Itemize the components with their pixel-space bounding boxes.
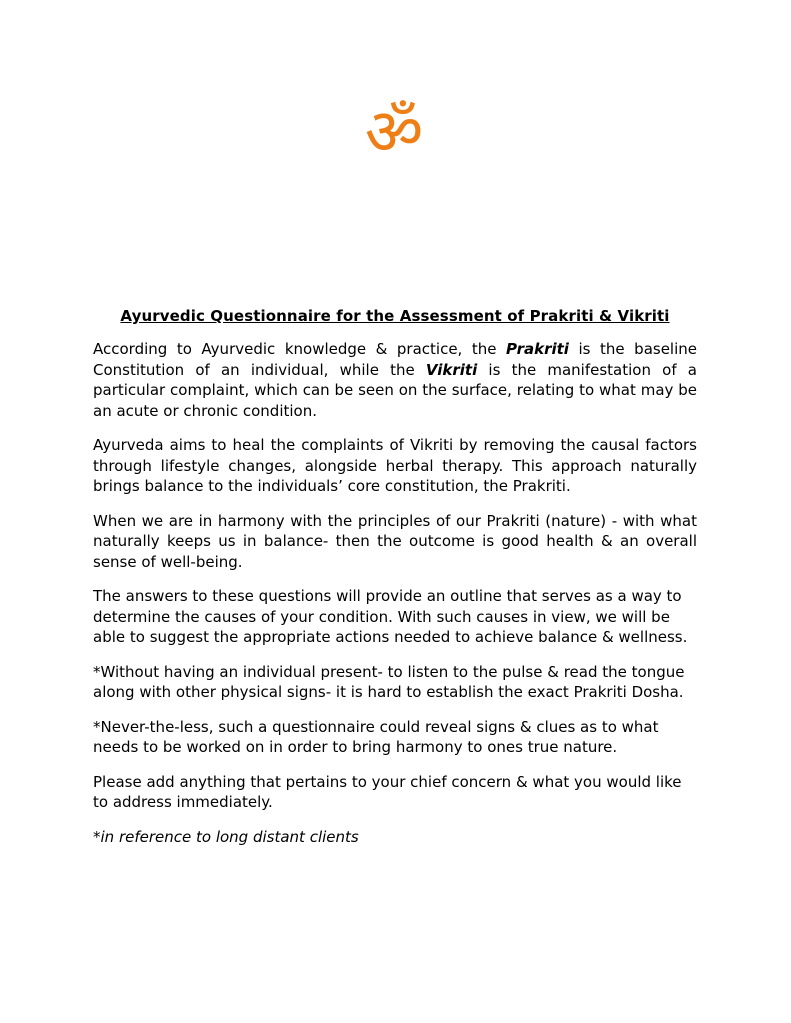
om-icon: ॐ — [364, 96, 424, 170]
footnote-star: * — [93, 827, 101, 846]
without-individual-note: *Without having an individual present- to listen to the pulse & read the tongue along with other physical signs- it is hard to establish the exact Prakriti Dosha. — [93, 662, 685, 701]
document-title: Ayurvedic Questionnaire for the Assessment of Prakriti & Vikriti — [120, 307, 670, 325]
vikriti-term: Vikriti — [425, 360, 478, 379]
prakriti-term: Prakriti — [506, 340, 569, 358]
answers-paragraph: The answers to these questions will provide an outline that serves as a way to determine the causes of your condition. With such causes in view, we will be able to suggest the appropriate actions needed to achieve balance & wellness. — [93, 587, 688, 646]
om-logo — [357, 96, 431, 170]
ayurveda-aim-paragraph: Ayurveda aims to heal the complaints of Vikriti by removing the causal factors through lifestyle changes, alongside herbal therapy. This approach naturally brings balance to the individuals’ core constitution, the Prakriti. — [93, 436, 697, 495]
document-body — [93, 306, 697, 861]
footnote-text: in reference to long distant clients — [100, 827, 359, 846]
footnote — [93, 827, 697, 848]
intro-paragraph — [93, 339, 697, 421]
intro-text-1: According to Ayurvedic knowledge & practice, the — [93, 340, 507, 358]
intro-text-3: is the manifestation of a particular complaint, which can be seen on the surface, relating to what may be an acute or chronic condition. — [93, 360, 697, 420]
never-the-less-note: *Never-the-less, such a questionnaire could reveal signs & clues as to what needs to be worked on in order to bring harmony to ones true nature. — [93, 717, 659, 756]
intro-text-2: is the baseline Constitution of an individual, while the — [93, 340, 697, 379]
chief-concern-paragraph: Please add anything that pertains to your chief concern & what you would like to address immediately. — [93, 772, 682, 811]
harmony-paragraph: When we are in harmony with the principles of our Prakriti (nature) - with what naturally keeps us in balance- then the outcome is good health & an overall sense of well-being. — [93, 511, 697, 571]
